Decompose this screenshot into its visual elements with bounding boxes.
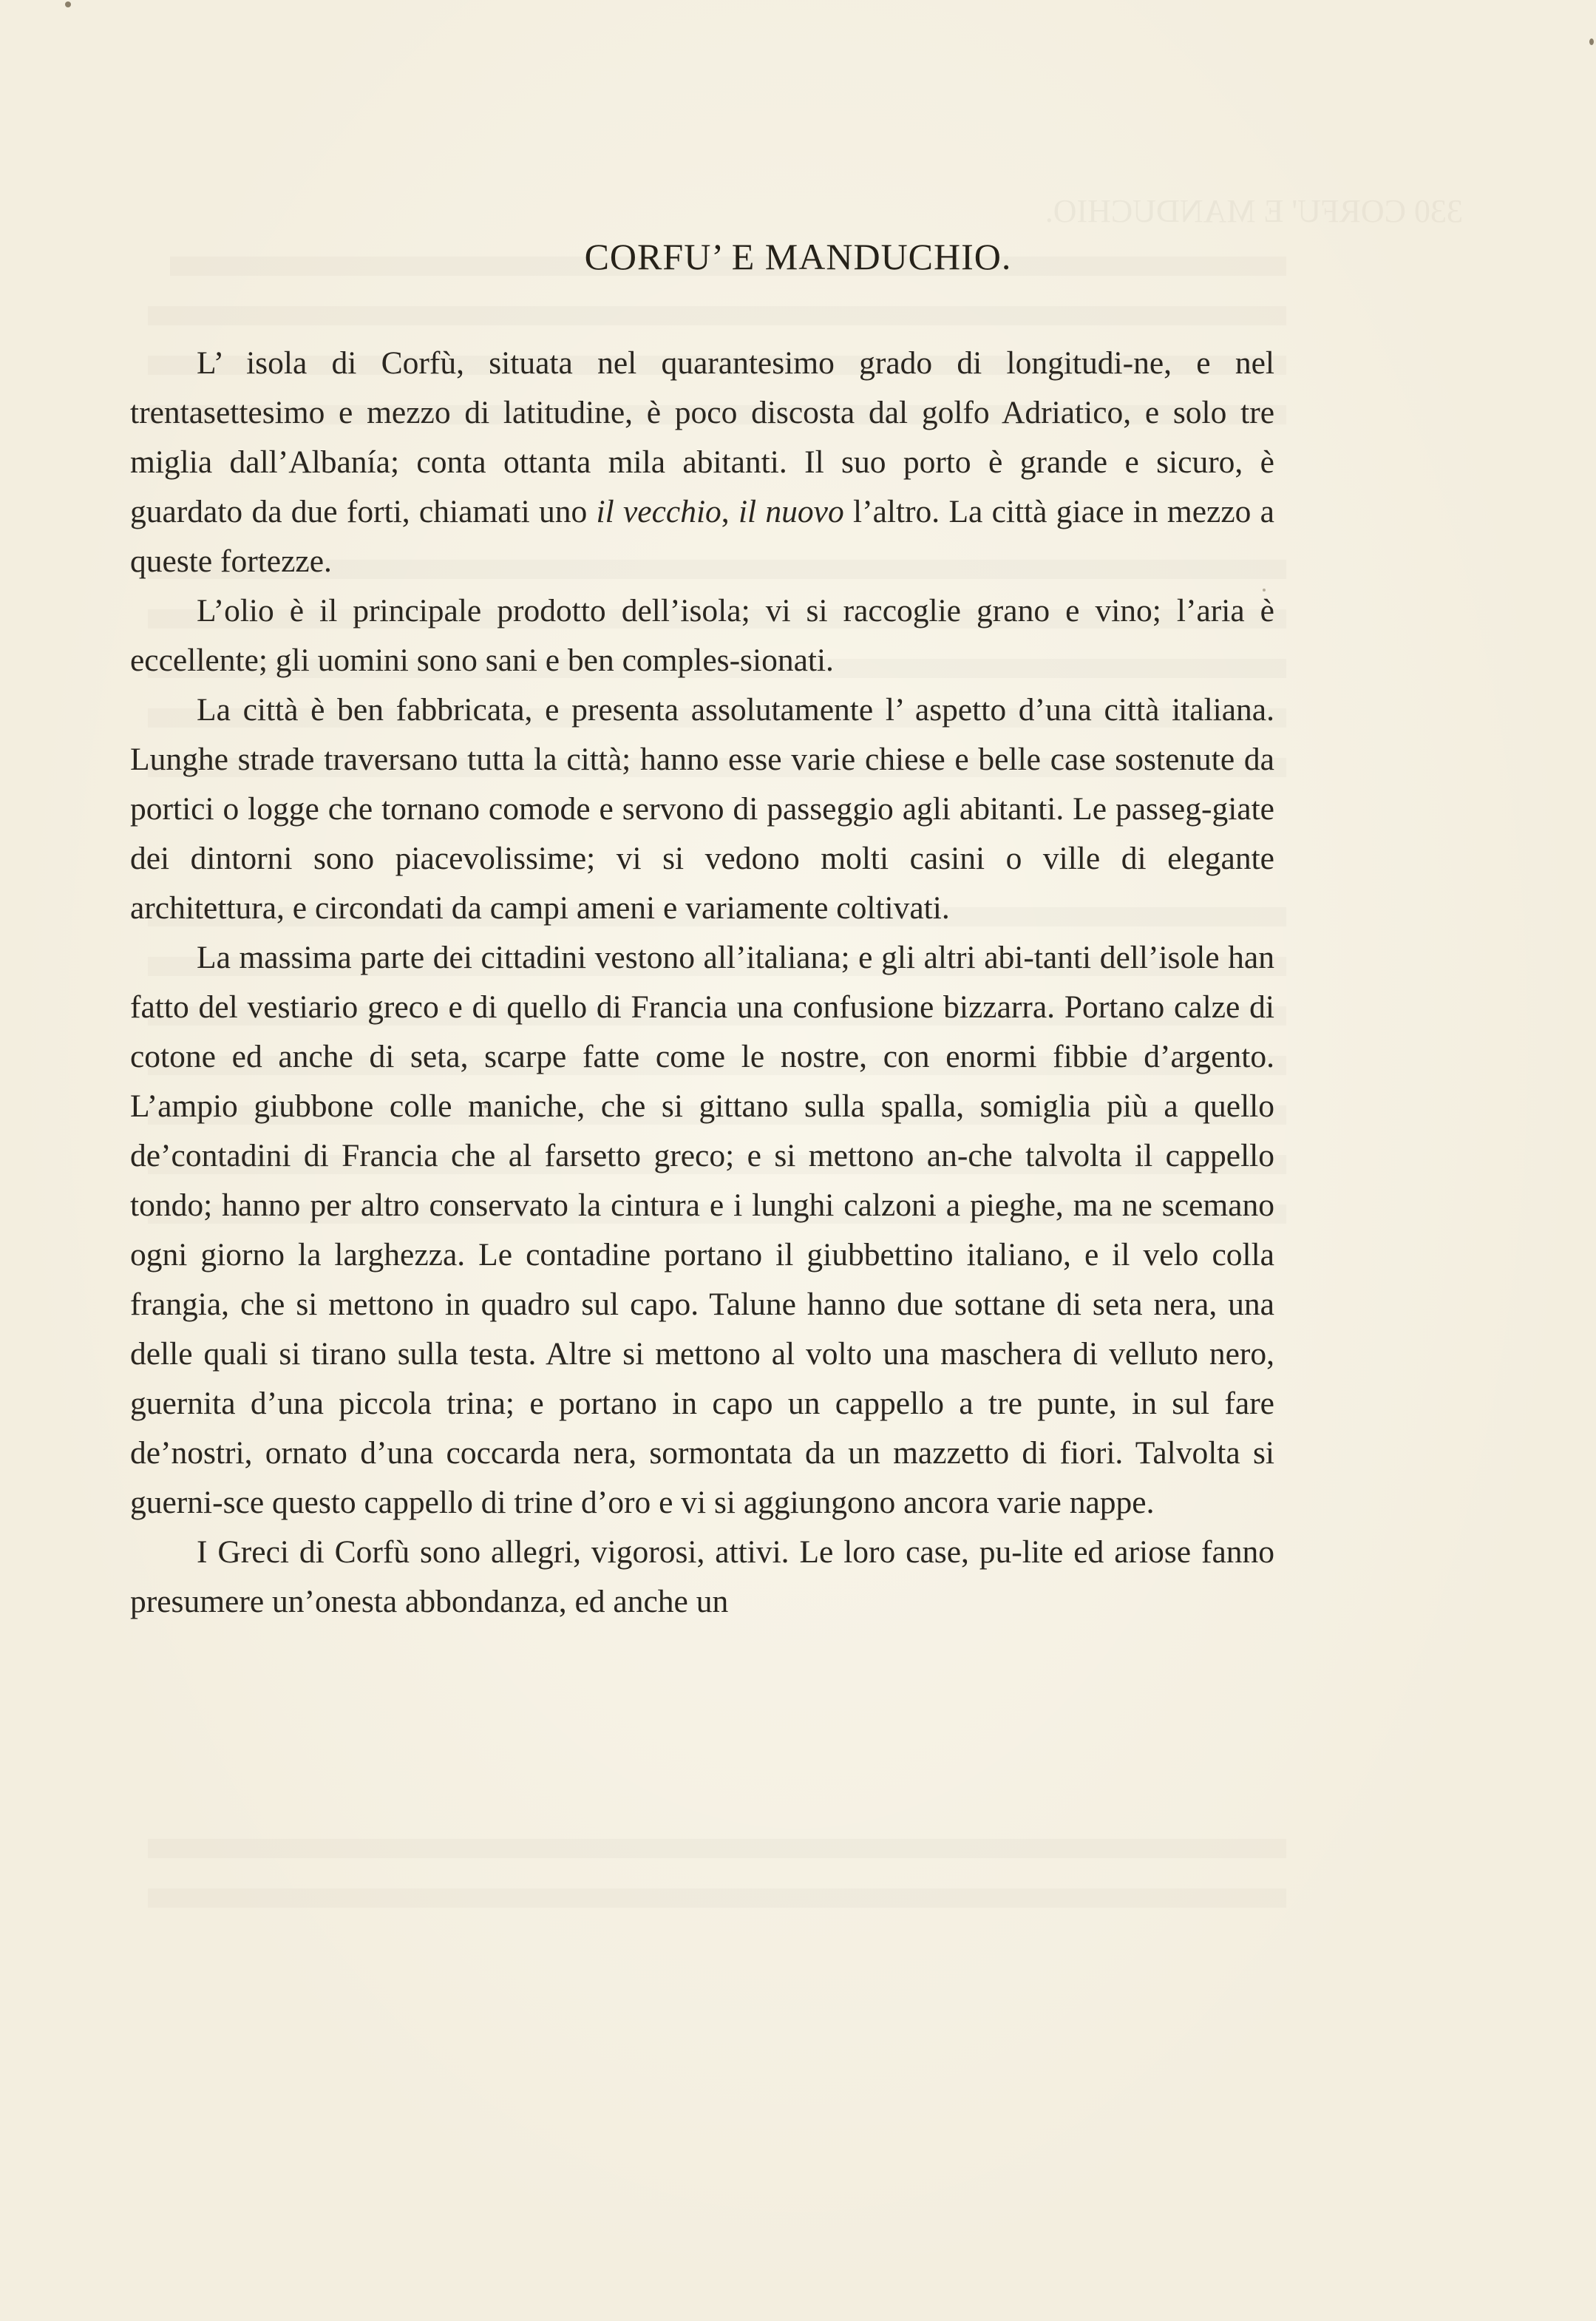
svg-text:330 CORFU' E MANDUCHIO.: 330 CORFU' E MANDUCHIO. bbox=[1045, 193, 1463, 229]
paper-speck bbox=[65, 1, 71, 7]
paper-speck bbox=[1589, 38, 1594, 45]
paragraph: La massima parte dei cittadini vestono all’italiana; e gli altri abi-tanti dell’isole han fatto del vestiario greco e di quello di Francia una confusione bizzarra. Portano calze di cotone ed anche di seta, scarpe fatte come le nostre, con enormi fibbie d’argento. L’ampio giubbone colle maniche, che si gittano sulla spalla, somiglia più a quello de’contadini di Francia che al farsetto greco; e si mettono an-che talvolta il cappello tondo; hanno per altro conservato la cintura e i lunghi calzoni a pieghe, ma ne scemano ogni giorno la larghezza. Le contadine portano il giubbettino italiano, e il velo colla frangia, che si mettono in quadro sul capo. Talune hanno due sottane di seta nera, una delle quali si tirano sulla testa. Altre si mettono al volto una maschera di velluto nero, guernita d’una piccola trina; e portano in capo un cappello a tre punte, in sul fare de’nostri, ornato d’una coccarda nera, sormontata da un mazzetto di fiori. Talvolta si guerni-sce questo cappello di trine d’oro e vi si aggiungono ancora varie nappe. bbox=[130, 940, 1274, 1520]
italic-term: il nuovo bbox=[738, 494, 844, 529]
page-title: CORFU’ E MANDUCHIO. bbox=[584, 236, 1012, 277]
paragraph bbox=[130, 339, 1274, 586]
italic-term: il vecchio bbox=[596, 494, 721, 529]
paragraph: La città è ben fabbricata, e presenta assolutamente l’ aspetto d’una città italiana. Lunghe strade traversano tutta la città; hanno esse varie chiese e belle case sostenute da portici o logge che tornano comode e servono di passeggio agli abitanti. Le passeg-giate dei dintorni sono piacevolissime; vi si vedono molti casini o ville di elegante architettura, e circondati da campi ameni e variamente coltivati. bbox=[130, 692, 1274, 926]
paragraph-text: L’ isola di Corfù, situata nel quarantesimo grado di longitudi-ne, e nel trentasettesimo e mezzo di latitudine, è poco discosta dal golfo Adriatico, e solo tre miglia dall’Albanía; conta ottanta mila abitanti. Il suo porto è grande e sicuro, è guardato da due forti, chiamati uno bbox=[130, 345, 1274, 529]
paragraph: I Greci di Corfù sono allegri, vigorosi, attivi. Le loro case, pu-lite ed ariose fanno presumere un’onesta abbondanza, ed anche un bbox=[130, 1534, 1274, 1619]
paragraph-text: l’altro. La città giace in mezzo a queste fortezze. bbox=[130, 494, 1274, 579]
body-text bbox=[130, 339, 1274, 1627]
paragraph: L’olio è il principale prodotto dell’isola; vi si raccoglie grano e vino; l’aria è eccellente; gli uomini sono sani e ben comples-sionati. bbox=[130, 593, 1274, 678]
paragraph-text: , bbox=[721, 494, 738, 529]
